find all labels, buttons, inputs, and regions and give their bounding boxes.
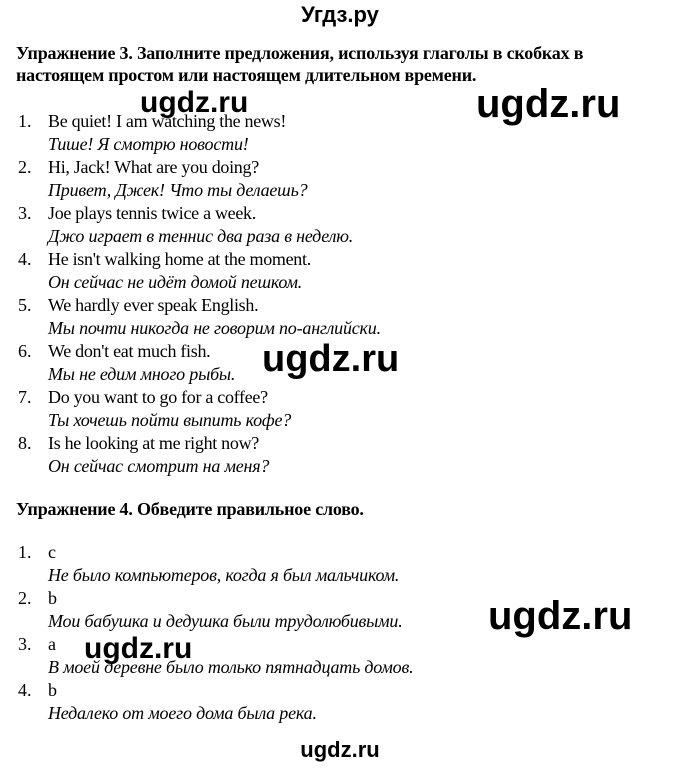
russian-translation: Джо играет в теннис два раза в неделю.	[48, 226, 354, 246]
russian-translation: Он сейчас смотрит на меня?	[48, 456, 270, 476]
english-sentence: Be quiet! I am watching the news!	[48, 111, 287, 131]
answer-letter: c	[48, 542, 56, 562]
russian-translation: Привет, Джек! Что ты делаешь?	[48, 180, 308, 200]
english-sentence: We hardly ever speak English.	[48, 295, 259, 315]
answer-letter: a	[48, 634, 56, 654]
watermark: ugdz.ru	[262, 338, 400, 380]
item-number: 4.	[18, 680, 32, 700]
footer-watermark: ugdz.ru	[300, 737, 380, 762]
english-sentence: Hi, Jack! What are you doing?	[48, 157, 259, 177]
russian-translation: Он сейчас не идёт домой пешком.	[48, 272, 303, 292]
russian-translation: Мы не едим много рыбы.	[48, 364, 236, 384]
item-number: 6.	[18, 341, 32, 361]
russian-translation: В моей деревне было только пятнадцать домов.	[48, 657, 414, 677]
english-sentence: Do you want to go for a coffee?	[48, 387, 268, 407]
russian-translation: Недалеко от моего дома была река.	[48, 703, 317, 723]
russian-translation: Мои бабушка и дедушка были трудолюбивыми.	[48, 611, 403, 631]
russian-translation: Не было компьютеров, когда я был мальчиком.	[48, 565, 400, 585]
watermark: ugdz.ru	[140, 86, 249, 119]
answer-letter: b	[48, 588, 57, 608]
watermark: ugdz.ru	[488, 594, 633, 638]
answer-letter: b	[48, 680, 57, 700]
item-number: 8.	[18, 433, 32, 453]
site-title: Угдз.ру	[301, 2, 379, 27]
item-number: 3.	[18, 203, 32, 223]
russian-translation: Ты хочешь пойти выпить кофе?	[48, 410, 292, 430]
english-sentence: He isn't walking home at the moment.	[48, 249, 311, 269]
russian-translation: Мы почти никогда не говорим по-английски.	[48, 318, 381, 338]
russian-translation: Тише! Я смотрю новости!	[48, 134, 249, 154]
item-number: 2.	[18, 157, 32, 177]
item-number: 2.	[18, 588, 32, 608]
watermark: ugdz.ru	[476, 82, 621, 126]
item-number: 3.	[18, 634, 32, 654]
exercise-3-heading: Упражнение 3. Заполните предложения, используя глаголы в скобках в настоящем простом или настоящем длительном времени.	[16, 43, 584, 85]
english-sentence: Is he looking at me right now?	[48, 433, 259, 453]
item-number: 4.	[18, 249, 32, 269]
item-number: 1.	[18, 542, 32, 562]
item-number: 7.	[18, 387, 32, 407]
item-number: 1.	[18, 111, 32, 131]
english-sentence: We don't eat much fish.	[48, 341, 211, 361]
english-sentence: Joe plays tennis twice a week.	[48, 203, 256, 223]
watermark: ugdz.ru	[84, 632, 193, 665]
item-number: 5.	[18, 295, 32, 315]
exercise-4-heading: Упражнение 4. Обведите правильное слово.	[16, 499, 364, 519]
